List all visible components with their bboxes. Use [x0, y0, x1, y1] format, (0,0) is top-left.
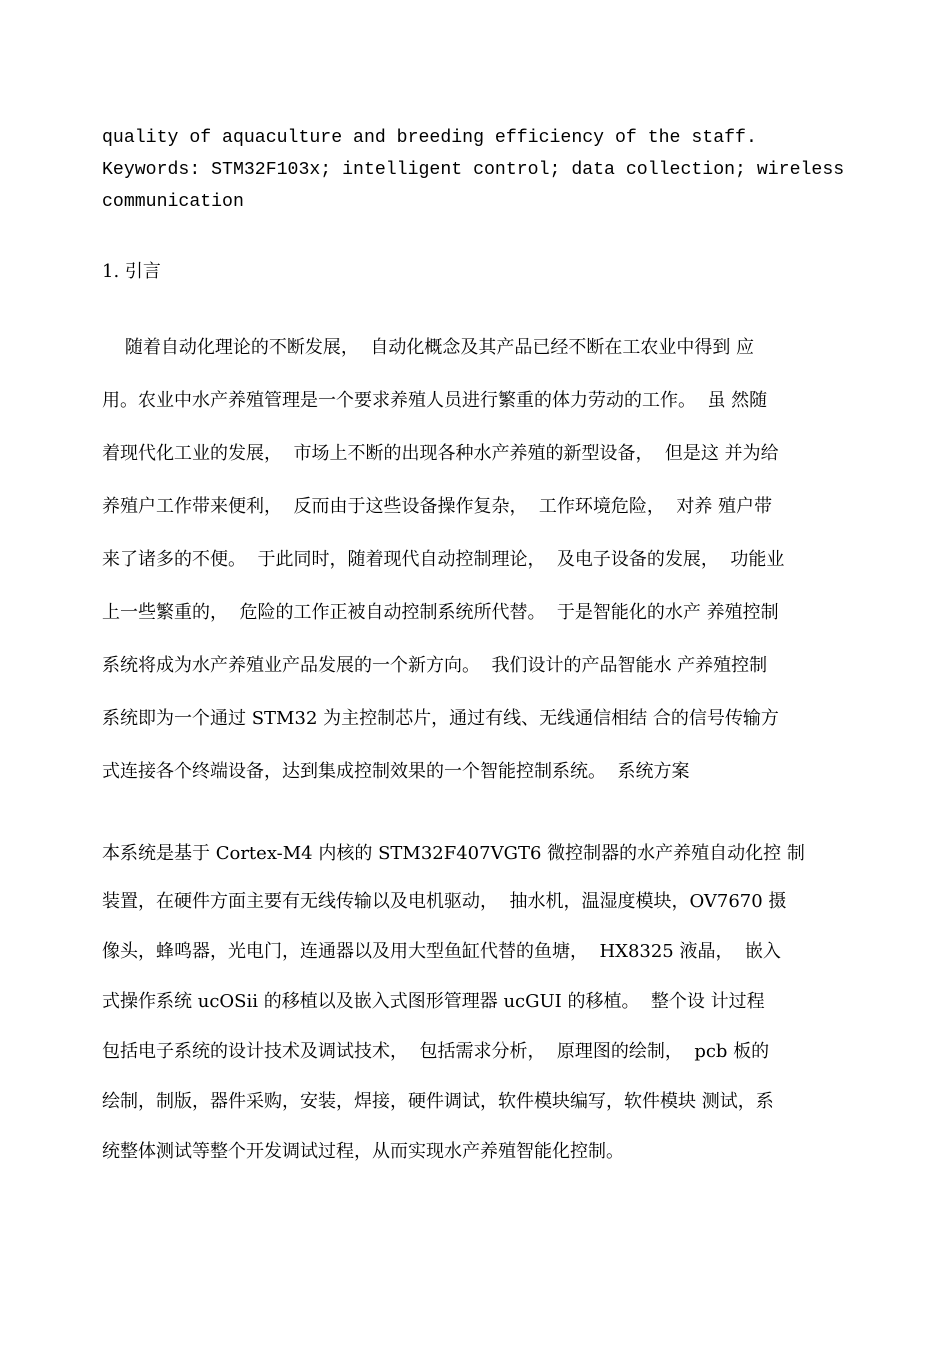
paragraph-2-line: 本系统是基于 Cortex-M4 内核的 STM32F407VGT6 微控制器的水产养殖自动化控 制 [102, 843, 805, 864]
paragraph-2-line: 包括电子系统的设计技术及调试技术， 包括需求分析， 原理图的绘制， pcb 板的 [102, 1041, 770, 1062]
paragraph-1-line: 养殖户工作带来便利， 反而由于这些设备操作复杂， 工作环境危险， 对养 殖户带 [102, 496, 773, 517]
paragraph-2-line: 统整体测试等整个开发调试过程，从而实现水产养殖智能化控制。 [102, 1141, 624, 1162]
section-heading: 1. 引言 [102, 261, 161, 282]
paragraph-1-line: 式连接各个终端设备，达到集成控制效果的一个智能控制系统。 系统方案 [102, 761, 690, 782]
paragraph-2-line: 绘制，制版，器件采购，安装，焊接，硬件调试，软件模块编写，软件模块 测试，系 [102, 1091, 774, 1112]
paragraph-2-line: 式操作系统 ucOSii 的移植以及嵌入式图形管理器 ucGUI 的移植。 整个设 计过程 [102, 991, 765, 1012]
paragraph-1-line: 系统即为一个通过 STM32 为主控制芯片，通过有线、无线通信相结 合的信号传输方 [102, 708, 779, 729]
paragraph-1-line: 随着自动化理论的不断发展， 自动化概念及其产品已经不断在工农业中得到 应 [102, 337, 755, 358]
paragraph-1-line: 上一些繁重的， 危险的工作正被自动控制系统所代替。 于是智能化的水产 养殖控制 [102, 602, 779, 623]
paragraph-1-line: 着现代化工业的发展， 市场上不断的出现各种水产养殖的新型设备， 但是这 并为给 [102, 443, 779, 464]
paragraph-2-line: 像头，蜂鸣器，光电门，连通器以及用大型鱼缸代替的鱼塘， HX8325 液晶， 嵌入 [102, 941, 781, 962]
paragraph-1-line: 系统将成为水产养殖业产品发展的一个新方向。 我们设计的产品智能水 产养殖控制 [102, 655, 768, 676]
keywords-line: Keywords: STM32F103x; intelligent control; data collection; wireless [102, 160, 845, 180]
abstract-line-1: quality of aquaculture and breeding efficiency of the staff. [102, 128, 757, 148]
paragraph-1-line: 用。农业中水产养殖管理是一个要求养殖人员进行繁重的体力劳动的工作。 虽 然随 [102, 390, 768, 411]
paragraph-1-line: 来了诸多的不便。 于此同时，随着现代自动控制理论， 及电子设备的发展， 功能业 [102, 549, 785, 570]
paragraph-2-line: 装置，在硬件方面主要有无线传输以及电机驱动， 抽水机，温湿度模块，OV7670 摄 [102, 891, 787, 912]
abstract-line-3: communication [102, 192, 244, 212]
